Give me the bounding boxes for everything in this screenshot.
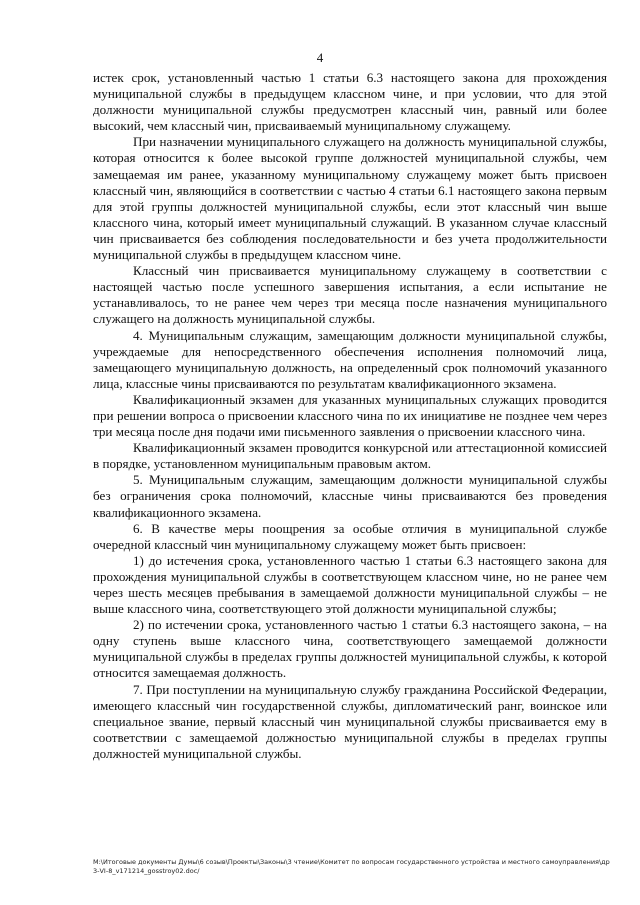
paragraph: Квалификационный экзамен для указанных муниципальных служащих проводится при решении вопроса о присвоении классного чина по их инициативе не позднее чем через три месяца после дня подачи ими письменного заявления о присвоении классного чина.: [93, 391, 607, 440]
paragraph: 6. В качестве меры поощрения за особые отличия в муниципальной службе очередной классный чин муниципальному служащему может быть присвоен:: [93, 520, 607, 552]
paragraph: Квалификационный экзамен проводится конкурсной или аттестационной комиссией в порядке, установленном муниципальным правовым актом.: [93, 440, 607, 472]
file-path-footer: M:\Итоговые документы Думы\6 созыв\Проекты\Законы\3 чтение\Комитет по вопросам государственного устройства и местного самоуправления\др3-VI-8_v171214_gosstroy02.doc/: [93, 858, 610, 875]
paragraph: 1) до истечения срока, установленного частью 1 статьи 6.3 настоящего закона для прохождения муниципальной службы в соответствующем классном чине, но не ранее чем через шесть месяцев пребывания в замещаемой должности муниципальной службы – не выше классного чина, соответствующего этой должности муниципальной службы;: [93, 552, 607, 617]
paragraph: 4. Муниципальным служащим, замещающим должности муниципальной службы, учреждаемые для непосредственного обеспечения исполнения полномочий лица, замещающего муниципальную должность, на определенный срок полномочий указанного лица, классные чины присваиваются по результатам квалификационного экзамена.: [93, 327, 607, 391]
paragraph: При назначении муниципального служащего на должность муниципальной службы, которая относится к более высокой группе должностей муниципальной службы, чем замещаемая им ранее, указанному муниципальному служащему может быть присвоен классный чин, являющийся в соответствии с частью 4 статьи 6.1 настоящего закона первым для этой группы должностей муниципальной службы, если этот классный чин выше классного чина, который имеет муниципальный служащий. В указанном случае классный чин присваивается без соблюдения последовательности и без учета продолжительности муниципальной службы в предыдущем классном чине.: [93, 134, 607, 263]
paragraph: 5. Муниципальным служащим, замещающим должности муниципальной службы без ограничения срока полномочий, классные чины присваиваются без проведения квалификационного экзамена.: [93, 472, 607, 520]
document-body: [93, 70, 607, 762]
paragraph: Классный чин присваивается муниципальному служащему в соответствии с настоящей частью после успешного завершения испытания, а если испытание не устанавливалось, то не ранее чем через три месяца после назначения муниципального служащего на должность муниципальной службы.: [93, 263, 607, 327]
paragraph: истек срок, установленный частью 1 статьи 6.3 настоящего закона для прохождения муниципальной службы в предыдущем классном чине, и при условии, что для этой должности муниципальной службы предусмотрен классный чин, равный или более высокий, чем классный чин, присваиваемый муниципальному служащему.: [93, 70, 607, 134]
paragraph: 7. При поступлении на муниципальную службу гражданина Российской Федерации, имеющего классный чин государственной службы, дипломатический ранг, воинское или специальное звание, первый классный чин муниципальной службы присваивается ему в соответствии с замещаемой должностью муниципальной службы в пределах группы должностей муниципальной службы.: [93, 681, 607, 761]
page-number: 4: [316, 50, 324, 65]
paragraph: 2) по истечении срока, установленного частью 1 статьи 6.3 настоящего закона, – на одну ступень выше классного чина, соответствующего замещаемой должности муниципальной службы в пределах группы должностей муниципальной службы, к которой относится замещаемая должность.: [93, 617, 607, 681]
